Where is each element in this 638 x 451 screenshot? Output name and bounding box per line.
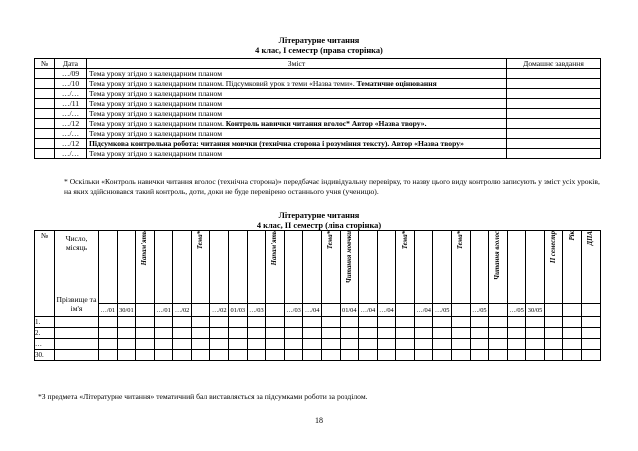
- vertical-header-label: Тема*: [401, 231, 409, 250]
- date-cell: 30/05: [526, 304, 545, 317]
- semester2-table: [34, 230, 601, 361]
- grade-cell: [507, 317, 526, 328]
- grade-cell: [451, 317, 470, 328]
- grade-cell: [210, 317, 229, 328]
- vertical-header-label: Читання мовчки: [345, 231, 353, 284]
- row-content: [87, 109, 507, 119]
- grade-cell: [303, 339, 322, 350]
- date-cell: [396, 304, 415, 317]
- table-row: [35, 79, 601, 89]
- grade-cell: [563, 350, 582, 361]
- header-row: [35, 231, 601, 304]
- date-cell: [582, 304, 601, 317]
- grade-cell: [563, 339, 582, 350]
- table-row: [35, 119, 601, 129]
- grade-cell: [229, 339, 248, 350]
- grade-cell: [154, 339, 173, 350]
- row-content-bold: Тематичне оцінювання: [356, 79, 437, 88]
- row-date: …/…: [55, 129, 87, 139]
- grade-cell: [451, 350, 470, 361]
- student-name: [55, 339, 99, 350]
- grade-cell: [266, 339, 285, 350]
- row-homework: [507, 99, 601, 109]
- grade-cell: [136, 339, 155, 350]
- grade-cell: [414, 339, 433, 350]
- date-cell: …/02: [210, 304, 229, 317]
- row-number-cell: [35, 149, 55, 159]
- date-cell: [563, 304, 582, 317]
- student-name: [55, 328, 99, 339]
- date-cell: …/03: [247, 304, 266, 317]
- row-date: …/09: [55, 69, 87, 79]
- row-number-cell: [35, 119, 55, 129]
- row-homework: [507, 119, 601, 129]
- grade-cell: [433, 339, 452, 350]
- grade-cell: [582, 350, 601, 361]
- grade-cell: [396, 350, 415, 361]
- grade-cell: [136, 350, 155, 361]
- vertical-header-cell: [470, 231, 489, 304]
- row-date: …/…: [55, 109, 87, 119]
- row-date: …/10: [55, 79, 87, 89]
- vertical-header-cell: [340, 231, 359, 304]
- row-content: [87, 149, 507, 159]
- vertical-header-cell: [117, 231, 136, 304]
- date-cell: …/03: [284, 304, 303, 317]
- vertical-header-cell: [173, 231, 192, 304]
- grade-cell: [396, 328, 415, 339]
- grade-cell: [99, 317, 118, 328]
- header-date: Дата: [55, 59, 87, 69]
- row-content: [87, 139, 507, 149]
- vertical-header-cell: [433, 231, 452, 304]
- student-row: [35, 350, 601, 361]
- row-homework: [507, 109, 601, 119]
- vertical-header-cell: [210, 231, 229, 304]
- vertical-header-cell: [359, 231, 378, 304]
- grade-cell: [470, 339, 489, 350]
- grade-cell: [284, 350, 303, 361]
- row-content: [87, 89, 507, 99]
- student-row: [35, 317, 601, 328]
- grade-cell: [266, 328, 285, 339]
- row-content-text: Тема уроку згідно з календарним планом: [89, 129, 222, 138]
- grade-cell: [359, 350, 378, 361]
- grade-cell: [99, 339, 118, 350]
- grade-cell: [377, 339, 396, 350]
- vertical-header-cell: [451, 231, 470, 304]
- grade-cell: [489, 339, 508, 350]
- grade-cell: [321, 328, 340, 339]
- date-cell: …/04: [359, 304, 378, 317]
- grade-cell: [154, 328, 173, 339]
- name-label: Прізвище та ім'я: [56, 295, 97, 313]
- grade-cell: [321, 317, 340, 328]
- date-cell: …/02: [173, 304, 192, 317]
- grade-cell: [526, 328, 545, 339]
- grade-cell: [191, 339, 210, 350]
- student-row: [35, 339, 601, 350]
- grade-cell: [191, 317, 210, 328]
- section2-title: Літературне читання: [278, 211, 360, 220]
- vertical-header-cell: [396, 231, 415, 304]
- vertical-header-cell: [266, 231, 285, 304]
- vertical-header-label: ІІ семестр: [550, 231, 558, 264]
- row-date: …/12: [55, 139, 87, 149]
- vertical-header-cell: [136, 231, 155, 304]
- row-number-cell: [35, 69, 55, 79]
- row-date: …/11: [55, 99, 87, 109]
- grade-cell: [433, 317, 452, 328]
- row-number-cell: [35, 99, 55, 109]
- date-cell: …/04: [303, 304, 322, 317]
- vertical-header-label: Напам'ять: [141, 231, 149, 266]
- row-homework: [507, 139, 601, 149]
- grade-cell: [117, 328, 136, 339]
- grade-cell: [284, 317, 303, 328]
- row-homework: [507, 129, 601, 139]
- semester1-table: [34, 58, 601, 159]
- grade-cell: [340, 350, 359, 361]
- row-homework: [507, 149, 601, 159]
- grade-cell: [266, 317, 285, 328]
- vertical-header-label: ДПА: [587, 231, 595, 246]
- table-row: [35, 109, 601, 119]
- row-number-cell: [35, 89, 55, 99]
- grade-cell: [229, 350, 248, 361]
- grade-cell: [191, 328, 210, 339]
- student-number: 1.: [35, 317, 55, 328]
- row-content: [87, 69, 507, 79]
- footnote-2: *З предмета «Літературне читання» тематичний бал виставляється за підсумками роботи за розділом.: [38, 392, 368, 401]
- vertical-header-cell: [247, 231, 266, 304]
- row-homework: [507, 79, 601, 89]
- vertical-header-label: Тема*: [457, 231, 465, 250]
- grade-cell: [582, 317, 601, 328]
- date-cell: …/05: [433, 304, 452, 317]
- grade-cell: [544, 350, 563, 361]
- vertical-header-cell: [544, 231, 563, 304]
- table-row: [35, 69, 601, 79]
- date-cell: …/01: [154, 304, 173, 317]
- grade-cell: [321, 350, 340, 361]
- grade-cell: [544, 317, 563, 328]
- grade-cell: [210, 350, 229, 361]
- student-number: 30.: [35, 350, 55, 361]
- row-date: …/…: [55, 89, 87, 99]
- date-label: Число, місяць: [65, 234, 88, 252]
- vertical-header-cell: [303, 231, 322, 304]
- table-row: [35, 89, 601, 99]
- student-name: [55, 350, 99, 361]
- row-date: …/12: [55, 119, 87, 129]
- vertical-header-label: Рік: [568, 231, 576, 241]
- grade-cell: [340, 339, 359, 350]
- vertical-header-cell: [321, 231, 340, 304]
- date-cell: [321, 304, 340, 317]
- grade-cell: [247, 339, 266, 350]
- vertical-header-cell: [414, 231, 433, 304]
- grade-cell: [377, 350, 396, 361]
- date-cell: [266, 304, 285, 317]
- date-cell: …/05: [507, 304, 526, 317]
- vertical-header-cell: [229, 231, 248, 304]
- header-no: №: [35, 231, 55, 317]
- student-name: [55, 317, 99, 328]
- grade-cell: [451, 339, 470, 350]
- row-number-cell: [35, 109, 55, 119]
- grade-cell: [396, 317, 415, 328]
- vertical-header-label: Читання вголос: [494, 231, 502, 280]
- row-number-cell: [35, 129, 55, 139]
- grade-cell: [303, 350, 322, 361]
- grade-cell: [396, 339, 415, 350]
- date-cell: 30/01: [117, 304, 136, 317]
- date-cell: [451, 304, 470, 317]
- section1-title: Літературне читання: [278, 36, 360, 45]
- grade-cell: [359, 339, 378, 350]
- vertical-header-cell: [507, 231, 526, 304]
- grade-cell: [340, 328, 359, 339]
- row-content-bold: Контроль навички читання вголос* Автор «Назва твору».: [225, 119, 427, 128]
- grade-cell: [451, 328, 470, 339]
- section1-subtitle: 4 клас, І семестр (права сторінка): [255, 46, 383, 55]
- vertical-header-cell: [284, 231, 303, 304]
- footnote-1: * Оскільки «Контроль навички читання вголос (технічна сторона)» передбачає індивідуальну перевірку, то назву цього виду контролю записують у зміст усіх уроків, на яких здійснювався такий контроль, доти, доки не буде перевірено останнього учня (ученицю).: [64, 177, 600, 196]
- date-cell: 01/03: [229, 304, 248, 317]
- row-content: [87, 119, 507, 129]
- grade-cell: [340, 317, 359, 328]
- grade-cell: [414, 317, 433, 328]
- grade-cell: [414, 350, 433, 361]
- grade-cell: [136, 328, 155, 339]
- grade-cell: [526, 339, 545, 350]
- vertical-header-label: Тема*: [197, 231, 205, 250]
- header-number: №: [35, 59, 55, 69]
- table-row: [35, 139, 601, 149]
- header-name-date: [55, 231, 99, 317]
- grade-cell: [284, 339, 303, 350]
- row-homework: [507, 89, 601, 99]
- header-homework: Домашнє завдання: [507, 59, 601, 69]
- grade-cell: [507, 350, 526, 361]
- grade-cell: [563, 317, 582, 328]
- grade-cell: [489, 350, 508, 361]
- vertical-header-cell: [154, 231, 173, 304]
- row-content-text: Тема уроку згідно з календарним планом: [89, 69, 222, 78]
- grade-cell: [173, 339, 192, 350]
- row-content-text: Тема уроку згідно з календарним планом: [89, 99, 222, 108]
- grade-cell: [284, 328, 303, 339]
- row-number-cell: [35, 79, 55, 89]
- row-content-text: Тема уроку згідно з календарним планом: [89, 109, 222, 118]
- date-cell: …/05: [470, 304, 489, 317]
- grade-cell: [359, 328, 378, 339]
- grade-cell: [229, 328, 248, 339]
- row-content: [87, 129, 507, 139]
- date-cell: [191, 304, 210, 317]
- vertical-header-cell: [489, 231, 508, 304]
- grade-cell: [489, 328, 508, 339]
- grade-cell: [303, 328, 322, 339]
- grade-cell: [173, 350, 192, 361]
- grade-cell: [507, 328, 526, 339]
- grade-cell: [117, 317, 136, 328]
- grade-cell: [582, 328, 601, 339]
- row-content: [87, 79, 507, 89]
- row-content-text: Тема уроку згідно з календарним планом: [89, 89, 222, 98]
- vertical-header-label: Напам'ять: [271, 231, 279, 266]
- table-header-row: [35, 59, 601, 69]
- grade-cell: [266, 350, 285, 361]
- grade-cell: [414, 328, 433, 339]
- grade-cell: [544, 339, 563, 350]
- grade-cell: [507, 339, 526, 350]
- grade-cell: [247, 317, 266, 328]
- table-row: [35, 99, 601, 109]
- page-number: 18: [315, 416, 323, 425]
- row-content-text: Тема уроку згідно з календарним планом: [89, 149, 222, 158]
- date-cell: …/04: [377, 304, 396, 317]
- vertical-header-cell: [563, 231, 582, 304]
- date-cell: …/04: [414, 304, 433, 317]
- row-content: [87, 99, 507, 109]
- date-cell: 01/04: [340, 304, 359, 317]
- vertical-header-cell: [377, 231, 396, 304]
- table-row: [35, 129, 601, 139]
- grade-cell: [582, 339, 601, 350]
- grade-cell: [563, 328, 582, 339]
- date-cell: …/01: [99, 304, 118, 317]
- section2-subtitle: 4 клас, ІІ семестр (ліва сторінка): [256, 221, 382, 230]
- grade-cell: [526, 317, 545, 328]
- grade-cell: [470, 350, 489, 361]
- grade-cell: [321, 339, 340, 350]
- grade-cell: [377, 328, 396, 339]
- grade-cell: [154, 350, 173, 361]
- grade-cell: [526, 350, 545, 361]
- vertical-header-cell: [582, 231, 601, 304]
- vertical-header-cell: [99, 231, 118, 304]
- row-homework: [507, 69, 601, 79]
- dates-row: [35, 304, 601, 317]
- row-content-text: Тема уроку згідно з календарним планом. Підсумковий урок з теми «Назва теми».: [89, 79, 357, 88]
- grade-cell: [359, 317, 378, 328]
- grade-cell: [470, 317, 489, 328]
- row-date: …/…: [55, 149, 87, 159]
- grade-cell: [99, 328, 118, 339]
- student-row: [35, 328, 601, 339]
- row-content-text: Тема уроку згідно з календарним планом.: [89, 119, 226, 128]
- grade-cell: [117, 339, 136, 350]
- grade-cell: [433, 328, 452, 339]
- grade-cell: [136, 317, 155, 328]
- grade-cell: [210, 339, 229, 350]
- grade-cell: [154, 317, 173, 328]
- grade-cell: [173, 317, 192, 328]
- grade-cell: [544, 328, 563, 339]
- grade-cell: [191, 350, 210, 361]
- date-cell: [489, 304, 508, 317]
- grade-cell: [229, 317, 248, 328]
- grade-cell: [99, 350, 118, 361]
- student-number: 2.: [35, 328, 55, 339]
- grade-cell: [117, 350, 136, 361]
- student-number: …: [35, 339, 55, 350]
- grade-cell: [173, 328, 192, 339]
- grade-cell: [247, 350, 266, 361]
- vertical-header-cell: [191, 231, 210, 304]
- row-content-bold: Підсумкова контрольна робота: читання мовчки (технічна сторона і розуміння тексту). Автор «Назва твору»: [89, 139, 464, 148]
- grade-cell: [377, 317, 396, 328]
- vertical-header-label: Тема*: [327, 231, 335, 250]
- date-cell: [544, 304, 563, 317]
- header-content: Зміст: [87, 59, 507, 69]
- grade-cell: [470, 328, 489, 339]
- grade-cell: [210, 328, 229, 339]
- table-row: [35, 149, 601, 159]
- row-number-cell: [35, 139, 55, 149]
- grade-cell: [489, 317, 508, 328]
- vertical-header-cell: [526, 231, 545, 304]
- grade-cell: [247, 328, 266, 339]
- grade-cell: [303, 317, 322, 328]
- date-cell: [136, 304, 155, 317]
- grade-cell: [433, 350, 452, 361]
